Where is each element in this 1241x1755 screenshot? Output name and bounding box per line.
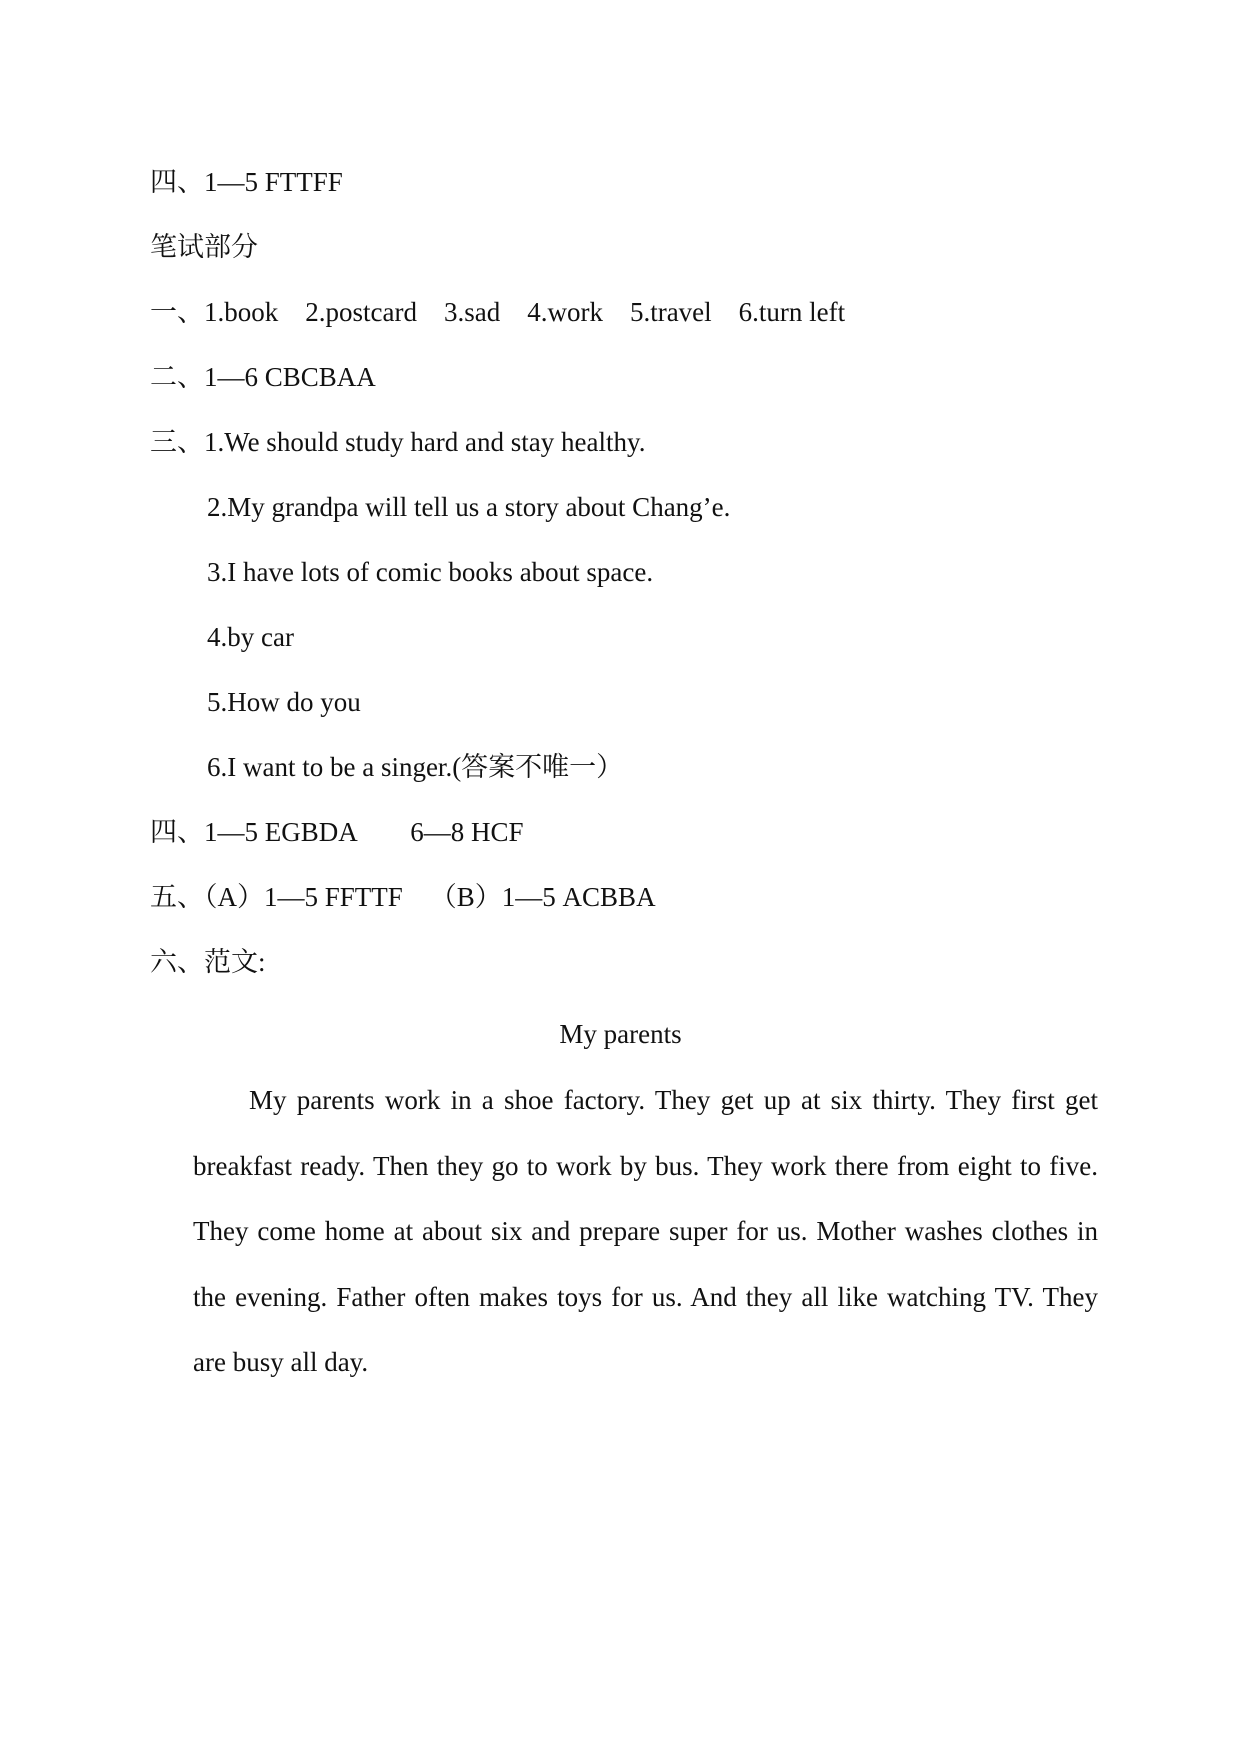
section-4-listening-answers: 四、1—5 FTTFF <box>150 167 343 197</box>
section-4-written-answers: 四、1—5 EGBDA 6—8 HCF <box>150 817 524 847</box>
section-3-answer-4: 4.by car <box>207 622 294 652</box>
section-3-answer-1: 三、1.We should study hard and stay healthy. <box>150 427 646 457</box>
section-1-written-answers: 一、1.book 2.postcard 3.sad 4.work 5.travel 6.turn left <box>150 297 846 327</box>
section-5-written-answers: 五、（A）1—5 FFTTF （B）1—5 ACBBA <box>150 882 656 912</box>
essay-body: My parents work in a shoe factory. They get up at six thirty. They first get breakfast ready. Then they go to work by bus. They work there from eight to five. They come home at about six and prepare super for us. Mother washes clothes in the evening. Father often makes toys for us. And they all like watching TV. They are busy all day. <box>193 1085 1098 1377</box>
section-6-sample-heading: 六、范文: <box>150 947 266 977</box>
section-3-answer-5: 5.How do you <box>207 687 361 717</box>
essay-title: My parents <box>559 1019 682 1049</box>
section-3-answer-2: 2.My grandpa will tell us a story about Chang’e. <box>207 492 731 522</box>
section-3-answer-6: 6.I want to be a singer.(答案不唯一） <box>207 752 624 782</box>
section-2-written-answers: 二、1—6 CBCBAA <box>150 362 376 392</box>
written-part-heading: 笔试部分 <box>150 232 258 262</box>
section-3-answer-3: 3.I have lots of comic books about space. <box>207 557 654 587</box>
